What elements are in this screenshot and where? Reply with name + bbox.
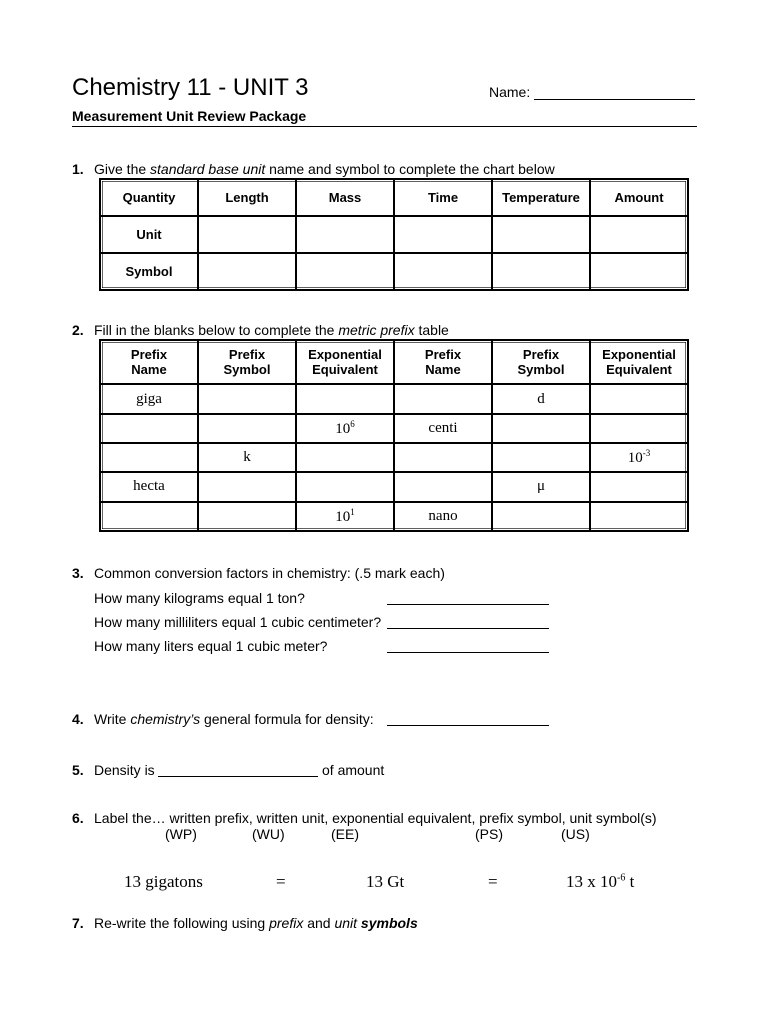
header-cell: Exponential Equivalent <box>296 340 394 384</box>
formula-right: 13 x $10^{-6}$ t <box>566 872 635 891</box>
answer-blank-line[interactable] <box>387 725 549 726</box>
formula-equals: = <box>488 872 498 891</box>
question-5-text-after: of amount <box>322 762 385 778</box>
prefix-cell: $10^6$ <box>296 414 394 443</box>
abbr-label: (EE) <box>331 826 359 842</box>
abbr-label: (PS) <box>475 826 503 842</box>
answer-cell[interactable] <box>492 253 590 290</box>
question-3-text: Common conversion factors in chemistry: (.5 mark each) <box>94 565 445 581</box>
question-7-number: 7. <box>72 915 84 931</box>
answer-cell[interactable] <box>198 414 296 443</box>
prefix-cell: k <box>198 443 296 472</box>
answer-blank-line[interactable] <box>387 628 549 629</box>
header-cell: Temperature <box>492 179 590 216</box>
answer-cell[interactable] <box>590 384 688 413</box>
base-unit-table <box>99 178 689 291</box>
header-cell: Exponential Equivalent <box>590 340 688 384</box>
answer-cell[interactable] <box>492 216 590 253</box>
answer-cell[interactable] <box>394 472 492 501</box>
question-6-number: 6. <box>72 810 84 826</box>
answer-blank-line[interactable] <box>387 604 549 605</box>
header-cell: Amount <box>590 179 688 216</box>
question-3-item: How many liters equal 1 cubic meter? <box>94 638 328 654</box>
prefix-cell: giga <box>100 384 198 413</box>
question-5-text-before: Density is <box>94 762 155 778</box>
answer-cell[interactable] <box>198 472 296 501</box>
answer-cell[interactable] <box>394 443 492 472</box>
header-cell: Prefix Symbol <box>198 340 296 384</box>
formula-middle: 13 Gt <box>366 872 405 891</box>
answer-cell[interactable] <box>296 443 394 472</box>
header-cell: Quantity <box>100 179 198 216</box>
question-6-text: Label the… written prefix, written unit, exponential equivalent, prefix symbol, unit symbol(s) <box>94 810 657 826</box>
answer-cell[interactable] <box>198 253 296 290</box>
formula-equals: = <box>276 872 286 891</box>
answer-cell[interactable] <box>590 216 688 253</box>
answer-cell[interactable] <box>394 253 492 290</box>
answer-cell[interactable] <box>100 414 198 443</box>
name-label: Name: <box>489 84 531 100</box>
answer-cell[interactable] <box>296 216 394 253</box>
abbr-label: (WU) <box>252 826 285 842</box>
answer-cell[interactable] <box>296 384 394 413</box>
answer-cell[interactable] <box>492 414 590 443</box>
answer-cell[interactable] <box>394 216 492 253</box>
answer-cell[interactable] <box>100 502 198 531</box>
prefix-cell: $10^{-3}$ <box>590 443 688 472</box>
question-4-number: 4. <box>72 711 84 727</box>
abbr-label: (WP) <box>165 826 197 842</box>
prefix-cell: μ <box>492 472 590 501</box>
answer-cell[interactable] <box>198 502 296 531</box>
header-cell: Prefix Name <box>100 340 198 384</box>
question-3-item: How many kilograms equal 1 ton? <box>94 590 305 606</box>
row-label: Symbol <box>100 253 198 290</box>
prefix-cell: $10^1$ <box>296 502 394 531</box>
page-title: Chemistry 11 - UNIT 3 <box>72 74 309 101</box>
question-3-item: How many milliliters equal 1 cubic centimeter? <box>94 614 382 630</box>
header-cell: Prefix Name <box>394 340 492 384</box>
question-2-text: Fill in the blanks below to complete the metric prefix table <box>94 322 449 338</box>
prefix-cell: hecta <box>100 472 198 501</box>
question-2-number: 2. <box>72 322 84 338</box>
metric-prefix-table <box>99 339 689 532</box>
answer-blank-line[interactable] <box>387 652 549 653</box>
answer-cell[interactable] <box>492 502 590 531</box>
header-cell: Prefix Symbol <box>492 340 590 384</box>
question-1-text: Give the standard base unit name and symbol to complete the chart below <box>94 161 555 177</box>
page-subtitle: Measurement Unit Review Package <box>72 108 307 124</box>
answer-cell[interactable] <box>394 384 492 413</box>
question-3-number: 3. <box>72 565 84 581</box>
answer-cell[interactable] <box>198 384 296 413</box>
question-4-text: Write chemistry’s general formula for density: <box>94 711 374 727</box>
header-cell: Mass <box>296 179 394 216</box>
row-label: Unit <box>100 216 198 253</box>
answer-blank-line[interactable] <box>158 776 318 777</box>
answer-cell[interactable] <box>590 502 688 531</box>
answer-cell[interactable] <box>590 472 688 501</box>
answer-cell[interactable] <box>590 253 688 290</box>
header-divider <box>72 126 697 127</box>
answer-cell[interactable] <box>100 443 198 472</box>
prefix-cell: centi <box>394 414 492 443</box>
answer-cell[interactable] <box>296 253 394 290</box>
answer-cell[interactable] <box>198 216 296 253</box>
question-7-text: Re-write the following using prefix and unit symbols <box>94 915 418 931</box>
question-1-number: 1. <box>72 161 84 177</box>
prefix-cell: d <box>492 384 590 413</box>
formula-left: 13 gigatons <box>124 872 203 891</box>
abbr-label: (US) <box>561 826 590 842</box>
answer-cell[interactable] <box>492 443 590 472</box>
question-5-number: 5. <box>72 762 84 778</box>
answer-cell[interactable] <box>590 414 688 443</box>
name-blank-line[interactable] <box>534 99 695 100</box>
answer-cell[interactable] <box>296 472 394 501</box>
header-cell: Time <box>394 179 492 216</box>
prefix-cell: nano <box>394 502 492 531</box>
header-cell: Length <box>198 179 296 216</box>
